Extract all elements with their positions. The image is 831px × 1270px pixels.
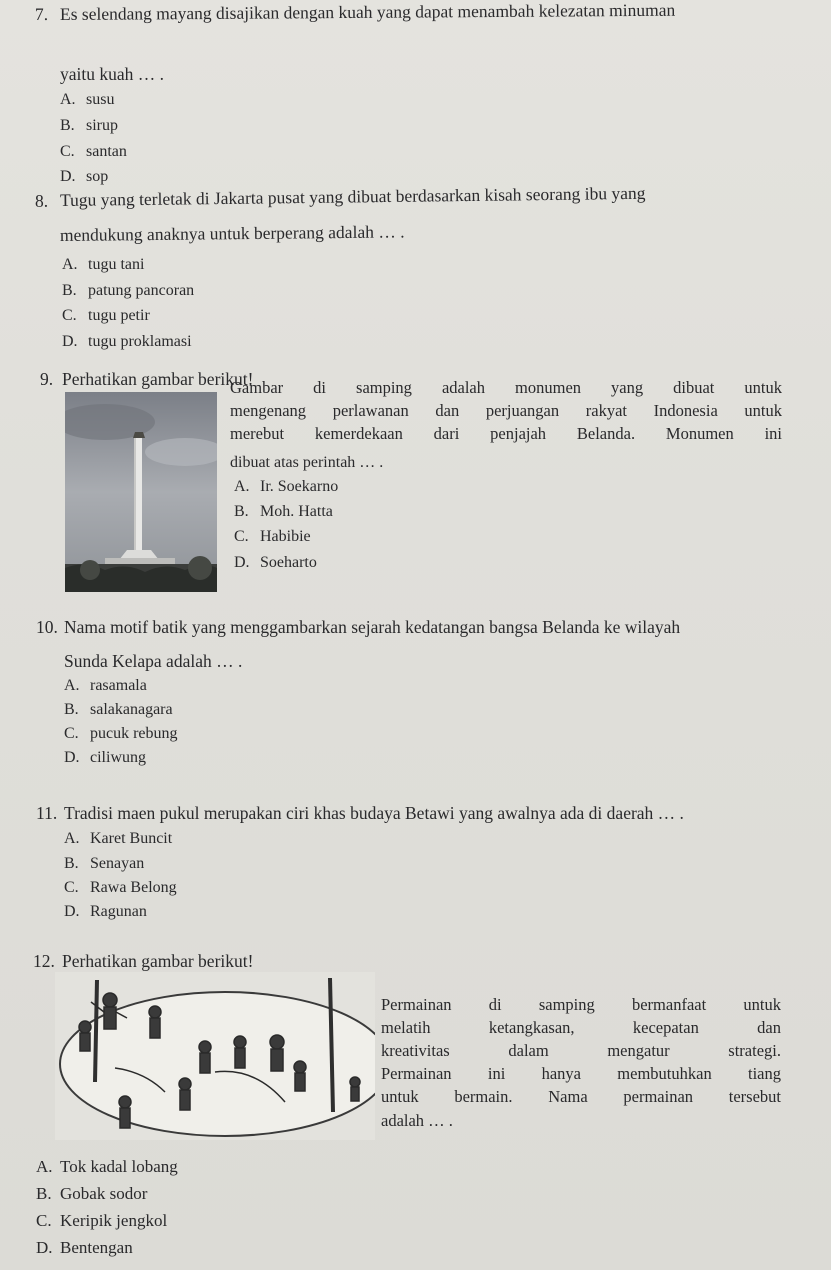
- option-a[interactable]: A. Karet Buncit: [64, 830, 173, 847]
- question-stem-line: mendukung anaknya untuk berperang adalah … .: [59, 221, 405, 245]
- monas-icon: [65, 392, 217, 592]
- question-stem-line: adalah … .: [381, 1111, 453, 1130]
- question-number: 10.: [36, 617, 58, 637]
- question-intro: Perhatikan gambar berikut!: [62, 369, 254, 389]
- question-number: 9.: [40, 369, 54, 389]
- question-stem-line: dibuat atas perintah … .: [230, 454, 384, 471]
- question-stem-line: Nama motif batik yang menggambarkan sejarah kedatangan bangsa Belanda ke wilayah: [64, 617, 681, 637]
- question-stem-line: mengenang perlawanan dan perjuangan rakyat Indonesia untuk: [230, 401, 782, 420]
- option-b[interactable]: B. Senayan: [64, 855, 145, 872]
- question-number: 11.: [36, 803, 58, 823]
- option-c[interactable]: C. tugu petir: [62, 307, 150, 324]
- option-a[interactable]: A. susu: [60, 91, 115, 108]
- option-c[interactable]: C. santan: [60, 143, 127, 160]
- option-c[interactable]: C. Rawa Belong: [64, 879, 177, 896]
- question-number: 12.: [33, 951, 55, 971]
- question-stem-line: Tugu yang terletak di Jakarta pusat yang dibuat berdasarkan kisah seorang ibu yang: [59, 182, 646, 210]
- option-b[interactable]: B. salakanagara: [64, 701, 173, 718]
- monument-photo: [65, 392, 217, 592]
- option-a[interactable]: A. tugu tani: [62, 256, 145, 273]
- option-a[interactable]: A. Tok kadal lobang: [36, 1157, 178, 1176]
- option-c[interactable]: C. pucuk rebung: [64, 725, 178, 742]
- option-b[interactable]: B. Gobak sodor: [36, 1184, 148, 1203]
- question-stem-line: untuk bermain. Nama permainan tersebut: [381, 1087, 781, 1106]
- option-d[interactable]: D. sop: [60, 168, 109, 185]
- option-b[interactable]: B. patung pancoran: [62, 282, 195, 299]
- question-stem-line: melatih ketangkasan, kecepatan dan: [381, 1018, 781, 1037]
- option-a[interactable]: A. Ir. Soekarno: [234, 478, 339, 495]
- question-stem-line: Permainan ini hanya membutuhkan tiang: [381, 1064, 781, 1083]
- question-stem-line: merebut kemerdekaan dari penjajah Belanda. Monumen ini: [230, 424, 782, 443]
- option-c[interactable]: C. Keripik jengkol: [36, 1211, 168, 1230]
- bentengan-icon: [55, 972, 375, 1140]
- question-number: 8.: [35, 191, 49, 211]
- option-d[interactable]: D. Soeharto: [234, 554, 317, 571]
- question-stem-line: Gambar di samping adalah monumen yang dibuat untuk: [230, 378, 782, 397]
- option-b[interactable]: B. sirup: [60, 117, 118, 134]
- option-d[interactable]: D. tugu proklamasi: [62, 333, 192, 350]
- option-d[interactable]: D. Ragunan: [64, 903, 147, 920]
- option-d[interactable]: D. Bentengan: [36, 1238, 133, 1257]
- question-stem-line: yaitu kuah … .: [60, 64, 165, 84]
- question-stem-line: Permainan di samping bermanfaat untuk: [381, 995, 781, 1014]
- game-illustration: [55, 972, 375, 1140]
- option-a[interactable]: A. rasamala: [64, 677, 147, 694]
- option-d[interactable]: D. ciliwung: [64, 749, 146, 766]
- question-stem-line: Sunda Kelapa adalah … .: [64, 651, 243, 671]
- question-intro: Perhatikan gambar berikut!: [62, 951, 254, 971]
- option-b[interactable]: B. Moh. Hatta: [234, 503, 333, 520]
- question-number: 7.: [34, 3, 49, 25]
- question-stem-line: Es selendang mayang disajikan dengan kuah yang dapat menambah kelezatan minuman: [59, 0, 676, 24]
- question-stem-line: kreativitas dalam mengatur strategi.: [381, 1041, 781, 1060]
- option-c[interactable]: C. Habibie: [234, 528, 311, 545]
- question-stem-line: Tradisi maen pukul merupakan ciri khas budaya Betawi yang awalnya ada di daerah … .: [64, 803, 684, 823]
